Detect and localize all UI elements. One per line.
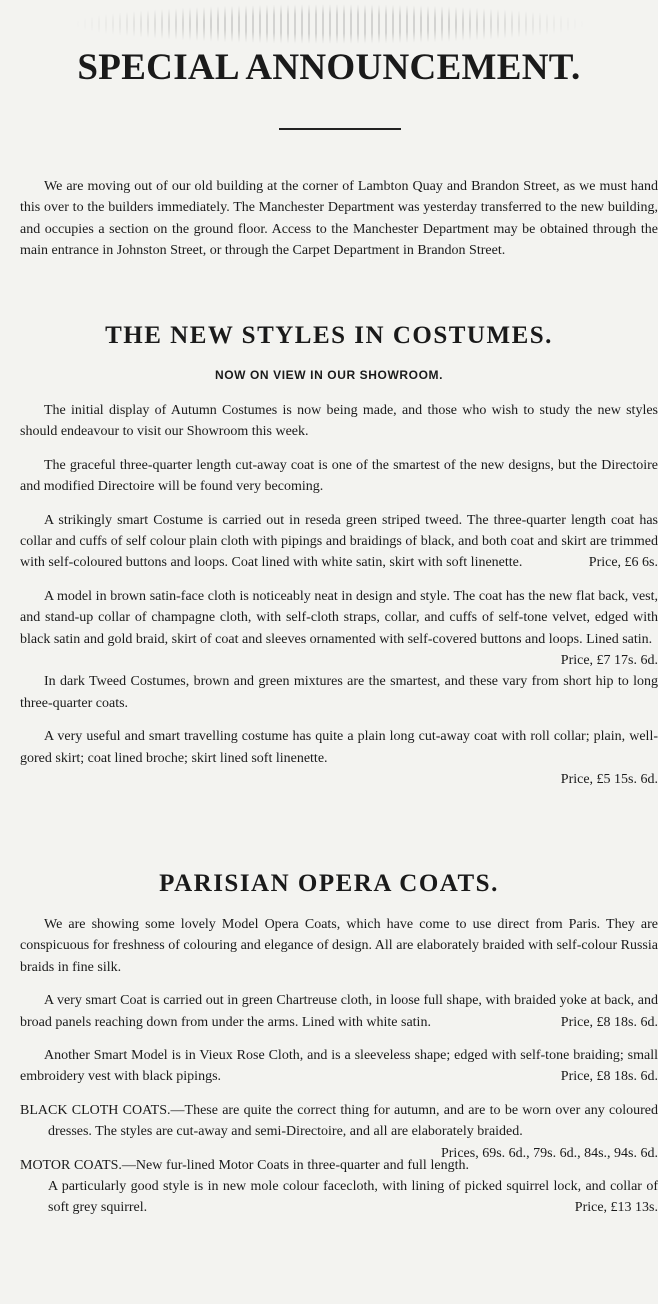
opera-block: [20, 914, 658, 1219]
opera-paragraph-2: [20, 990, 658, 1033]
black-cloth-coats-paragraph: [20, 1100, 658, 1161]
costume-price-2: Price, £7 17s. 6d.: [560, 653, 658, 669]
bleed-through-masthead: [70, 4, 590, 44]
motor-coats-label: MOTOR COATS.: [20, 1157, 122, 1173]
headline-rule: [279, 128, 401, 130]
costume-price-1: Price, £6 6s.: [588, 555, 658, 571]
opera-paragraph-2-text: A very smart Coat is carried out in green Chartreuse cloth, in loose full shape, with braided yoke at back, and broad panels reaching down from under the arms. Lined with white satin.: [20, 993, 658, 1030]
intro-paragraph: We are moving out of our old building at the corner of Lambton Quay and Brandon Street, as we must hand this over to the builders immediately. The Manchester Department was yesterday transferred to the new building, and occupies a section on the ground floor. Access to the Manchester Department may be obtained through the main entrance in Johnston Street, or through the Carpet Department in Brandon Street.: [20, 179, 658, 259]
opera-paragraph-1: We are showing some lovely Model Opera Coats, which have come to use direct from Paris. They are conspicuous for freshness of colouring and elegance of design. All are elaborately braided with self-colour Russia braids in fine silk.: [20, 917, 658, 975]
motor-coats-price: Price, £13 13s.: [574, 1200, 658, 1216]
costumes-block: [20, 400, 658, 791]
motor-coats-text: —New fur-lined Motor Coats in three-quarter and full length. A particularly good style is in new mole colour facecloth, with lining of picked squirrel lock, and collar of soft grey squirrel.: [48, 1157, 658, 1216]
black-cloth-coats-price: Prices, 69s. 6d., 79s. 6d., 84s., 94s. 6d.: [440, 1145, 658, 1161]
opera-title: PARISIAN OPERA COATS.: [159, 870, 499, 897]
opera-price-2: Price, £8 18s. 6d.: [560, 1069, 658, 1085]
costumes-paragraph-5: In dark Tweed Costumes, brown and green mixtures are the smartest, and these vary from short hip to long three-quarter coats.: [20, 674, 658, 711]
costume-price-3: Price, £5 15s. 6d.: [560, 772, 658, 788]
opera-price-1: Price, £8 18s. 6d.: [560, 1014, 658, 1030]
costumes-subtitle: NOW ON VIEW IN OUR SHOWROOM.: [214, 368, 444, 382]
page-headline: SPECIAL ANNOUNCEMENT.: [77, 47, 581, 88]
opera-paragraph-3: [20, 1045, 658, 1088]
motor-coats-paragraph: [20, 1155, 658, 1219]
costumes-paragraph-1: The initial display of Autumn Costumes is now being made, and those who wish to study the new styles should endeavour to visit our Showroom this week.: [20, 403, 658, 440]
costumes-paragraph-3: [20, 510, 658, 574]
costumes-title: THE NEW STYLES IN COSTUMES.: [105, 322, 553, 349]
costumes-paragraph-4: A model in brown satin-face cloth is noticeably neat in design and style. The coat has the new flat back, vest, and stand-up collar of champagne cloth, with self-cloth straps, collar, and cuffs of self-tone velvet, edged with black satin and gold braid, skirt of coat and sleeves ornamented with self-covered buttons and loops. Lined satin.: [20, 588, 658, 647]
black-cloth-coats-label: BLACK CLOTH COATS.: [20, 1102, 171, 1118]
costumes-paragraph-3-text: A strikingly smart Costume is carried out in reseda green striped tweed. The three-quarter length coat has collar and cuffs of self colour plain cloth with pipings and braidings of black, and both coat and skirt are trimmed with self-coloured buttons and loops. Coat lined with white satin, skirt with soft linenette.: [20, 512, 658, 571]
opera-paragraph-3-text: Another Smart Model is in Vieux Rose Cloth, and is a sleeveless shape; edged with self-tone braiding; small embroidery vest with black pipings.: [20, 1048, 658, 1085]
intro-block: [20, 176, 658, 262]
costumes-paragraph-6: A very useful and smart travelling costume has quite a plain long cut-away coat with roll collar; plain, well-gored skirt; coat lined broche; skirt lined soft linenette.: [20, 729, 658, 766]
black-cloth-coats-text: —These are quite the correct thing for autumn, and are to be worn over any coloured dresses. The styles are cut-away and semi-Directoire, and all are elaborately braided.: [48, 1102, 658, 1140]
costumes-paragraph-2: The graceful three-quarter length cut-away coat is one of the smartest of the new designs, but the Directoire and modified Directoire will be found very becoming.: [20, 457, 658, 495]
